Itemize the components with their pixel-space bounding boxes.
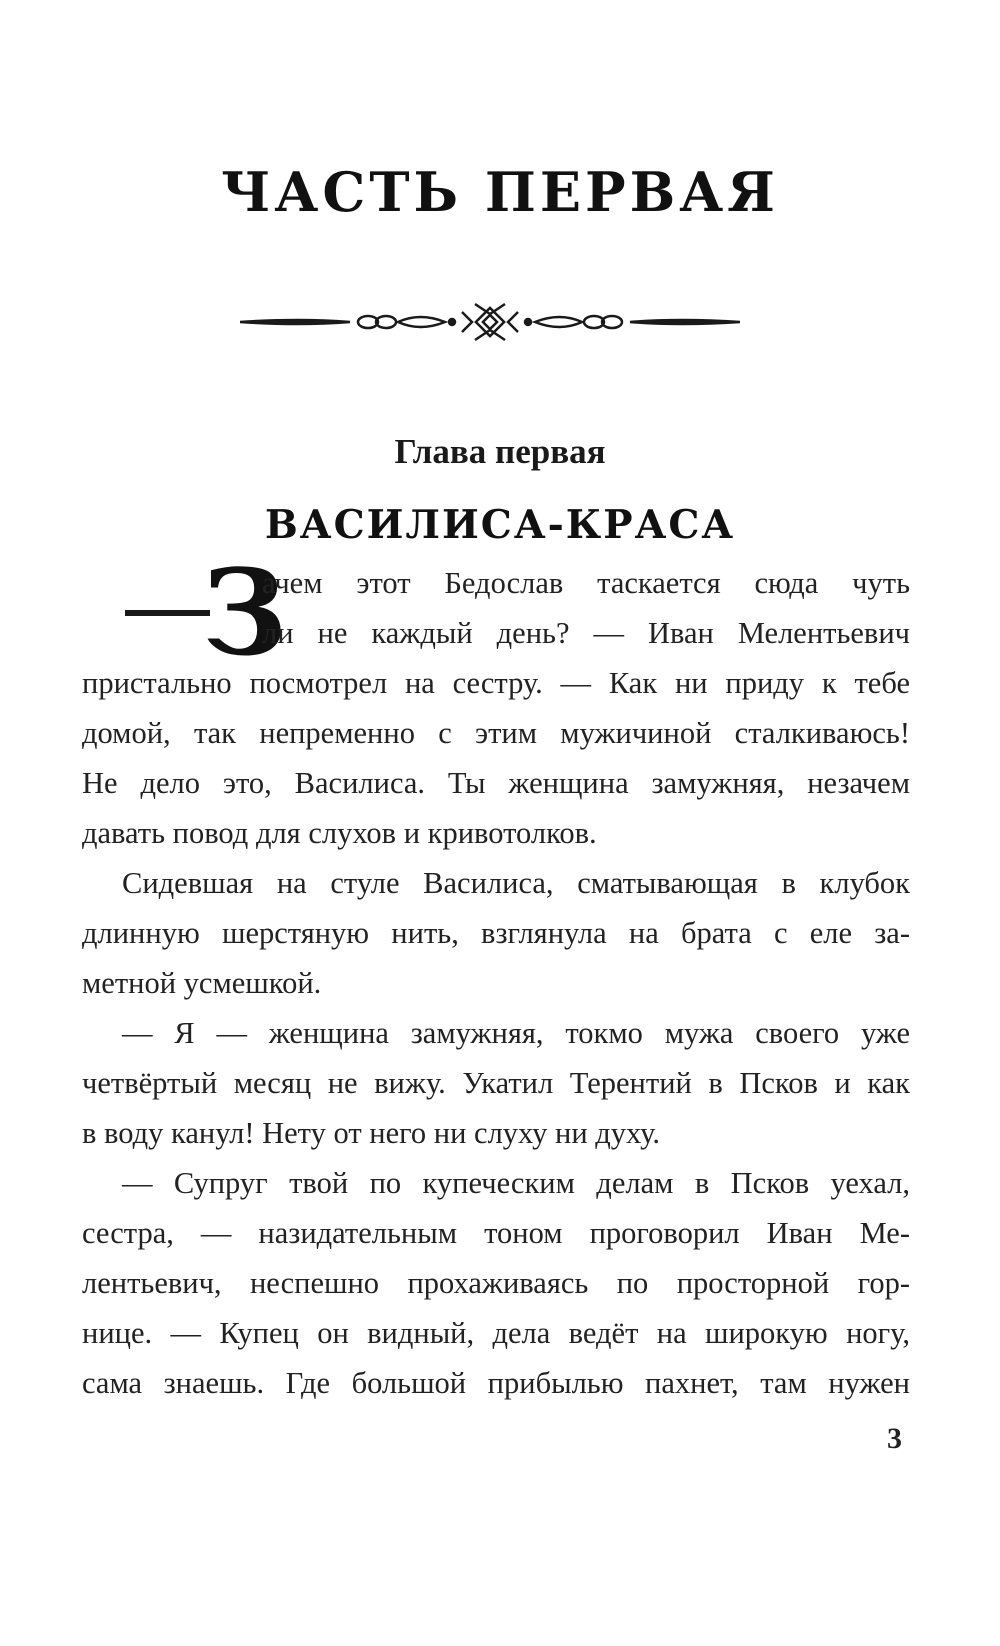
text-line: — Супруг твой по купеческим делам в Псков уехал, (122, 1166, 910, 1200)
text-line: Не дело это, Василиса. Ты женщина замужняя, незачем (82, 766, 910, 800)
text-line: нице. — Купец он видный, дела ведёт на широкую ногу, (82, 1316, 910, 1350)
text-line: метной усмешкой. (82, 966, 322, 1000)
opening-dash (125, 610, 210, 616)
chapter-label: Глава первая (394, 432, 606, 471)
text-line: Сидевшая на стуле Василиса, сматывающая в клубок (122, 866, 910, 900)
text-line: — Я — женщина замужняя, токмо мужа своего уже (122, 1016, 910, 1050)
text-line: лентьевич, неспешно прохаживаясь по просторной гор- (82, 1266, 910, 1300)
part-title: ЧАСТЬ ПЕРВАЯ (221, 160, 779, 224)
drop-cap: З (202, 543, 288, 682)
text-line: сама знаешь. Где большой прибылью пахнет, там нужен (82, 1366, 910, 1400)
text-line: в воду канул! Нету от него ни слуху ни духу. (82, 1116, 660, 1150)
page-number: 3 (887, 1422, 902, 1455)
text-line: домой, так непременно с этим мужичиной сталкиваюсь! (82, 716, 910, 750)
text-line: давать повод для слухов и кривотолков. (82, 816, 597, 850)
text-line: четвёртый месяц не вижу. Укатил Терентий в Псков и как (82, 1066, 910, 1100)
chapter-title: ВАСИЛИСА-КРАСА (264, 502, 736, 548)
text-line: пристально посмотрел на сестру. — Как ни приду к тебе (82, 666, 910, 700)
text-line: ли не каждый день? — Иван Мелентьевич (262, 616, 910, 650)
text-line: ачем этот Бедослав таскается сюда чуть (262, 566, 910, 600)
text-line: сестра, — назидательным тоном проговорил Иван Ме- (82, 1216, 910, 1250)
ornament-divider-icon (240, 300, 740, 344)
text-line: длинную шерстяную нить, взглянула на брата с еле за- (82, 916, 910, 950)
